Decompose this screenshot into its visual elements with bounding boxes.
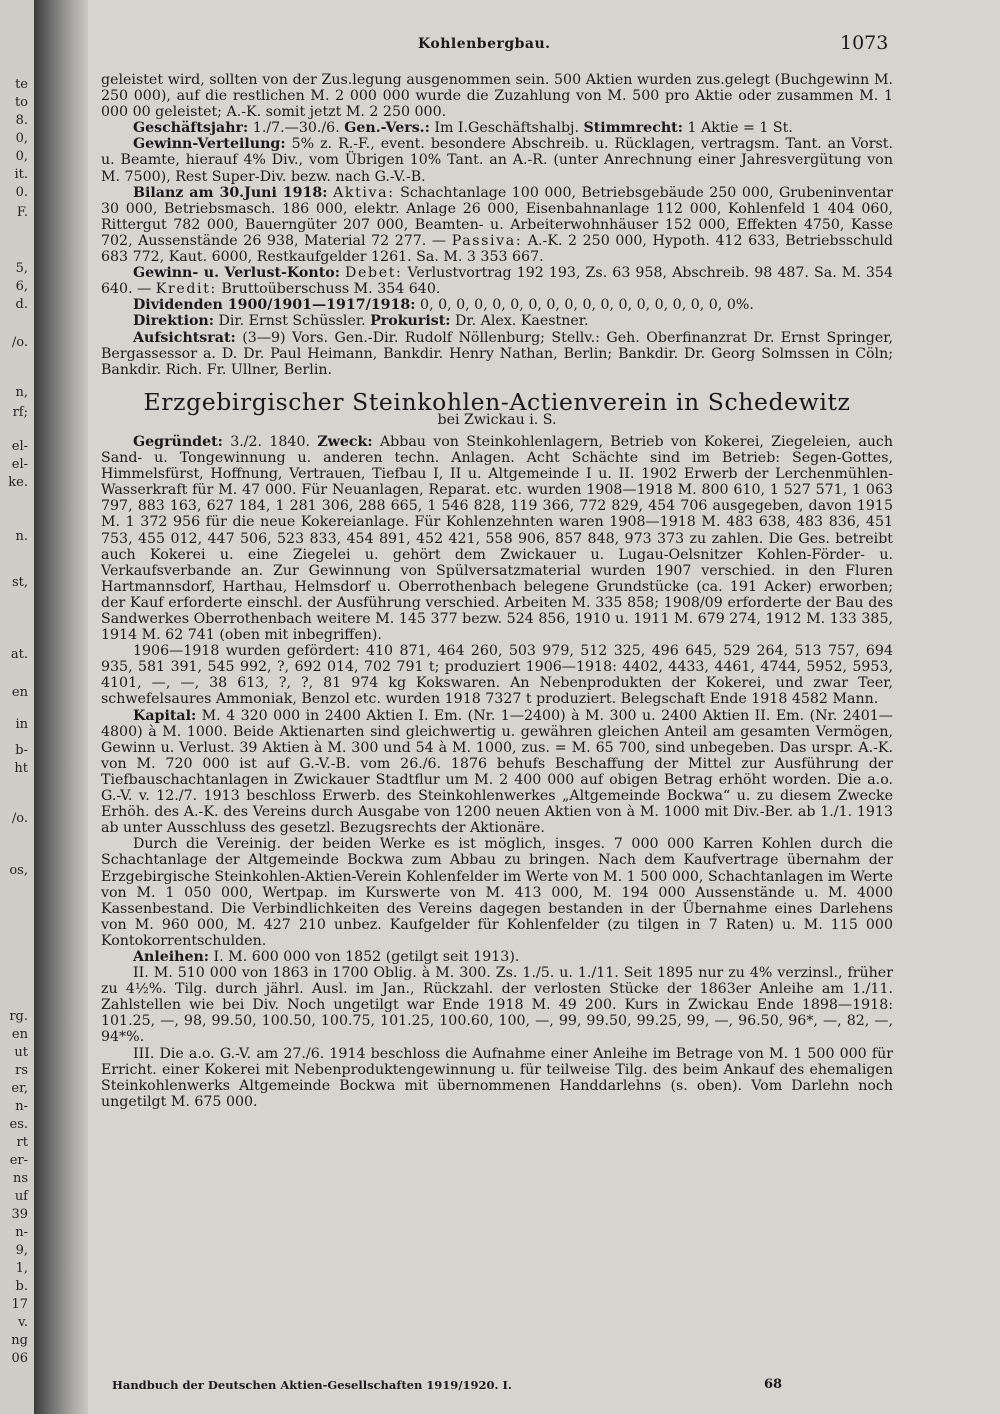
paragraph-loans: Anleihen: I. M. 600 000 von 1852 (getilgt seit 1913). xyxy=(133,948,520,965)
margin-fragment: F. xyxy=(16,205,28,220)
margin-fragment: /o. xyxy=(11,335,28,350)
page-body xyxy=(101,72,893,1110)
margin-fragment: to xyxy=(14,95,28,110)
section-subtitle: bei Zwickau i. S. xyxy=(437,411,557,428)
paragraph-loan-three: III. Die a.o. G.-V. am 27./6. 1914 beschloss die Aufnahme einer Anleihe im Betrage von M. 1 500 000 für Erricht. einer Kokerei mit Nebenproduktengewinnung u. für teilweise Tilg. des beim Ankauf des ehemaligen Steinkohlenwerks Altgemeinde Bockwa mit übernommenen Handdarlehns (s. oben). Vom Darlehn noch ungetilgt M. 675 000. xyxy=(101,1045,893,1110)
margin-fragment: in xyxy=(15,717,28,732)
margin-fragment: n. xyxy=(15,529,28,544)
margin-fragment: er- xyxy=(9,1153,28,1168)
paragraph-balance: Bilanz am 30.Juni 1918: Aktiva: Schachtanlage 100 000, Betriebsgebäude 250 000, Grubeninventar 30 000, Betriebsmasch. 186 000, elektr. Anlage 26 000, Eisenbahnanlage 112 000, Kohlenfeld 1 404 060, Rittergut 782 000, Bauerngüter 207 000, Beamten- u. Arbeiterwohnhäuser 152 000, Effekten 4750, Kasse 702, Aussenstände 26 938, Material 72 277. — Passiva: A.-K. 2 250 000, Hypoth. 412 633, Betriebsschuld 683 772, Kaut. 6000, Restkaufgelder 1261. Sa. M. 3 353 667. xyxy=(101,184,894,266)
margin-fragment: 39 xyxy=(11,1207,28,1222)
section-title: Erzgebirgischer Steinkohlen-Actienverein in Schedewitz xyxy=(143,387,851,416)
margin-fragment: en xyxy=(11,685,28,700)
page-footer xyxy=(112,1378,892,1396)
margin-fragment: en xyxy=(11,1027,28,1042)
page-number: 1073 xyxy=(840,32,889,54)
margin-fragment: rs xyxy=(15,1063,28,1078)
paragraph-supervisory-board: Aufsichtsrat: (3—9) Vors. Gen.-Dir. Rudolf Nöllenburg; Stellv.: Geh. Oberfinanzrat Dr. Ernst Springer, Bergassessor a. D. Dr. Paul Heimann, Bankdir. Henry Nathan, Berlin; Bankdir. Dr. Georg Solmssen in Cöln; Bankdir. Rich. Fr. Ullner, Berlin. xyxy=(101,329,893,378)
book-gutter xyxy=(34,0,88,1414)
footer-signature-number: 68 xyxy=(764,1377,783,1392)
margin-fragment: 1, xyxy=(15,1261,28,1276)
footer-title: Handbuch der Deutschen Aktien-Gesellschaften 1919/1920. I. xyxy=(112,1378,512,1392)
margin-fragment: ns xyxy=(12,1171,28,1186)
margin-fragment: 6, xyxy=(15,279,28,294)
paragraph-profit-loss: Gewinn- u. Verlust-Konto: Debet: Verlustvortrag 192 193, Zs. 63 958, Abschreib. 98 487. Sa. M. 354 640. — Kredit: Bruttoüberschuss M. 354 640. xyxy=(101,265,893,298)
paragraph-dividends: Dividenden 1900/1901—1917/1918: 0, 0, 0, 0, 0, 0, 0, 0, 0, 0, 0, 0, 0, 0, 0, 0, 0, 0%. xyxy=(133,297,754,314)
paragraph-merger: Durch die Vereinig. der beiden Werke es ist möglich, insges. 7 000 000 Karren Kohlen durch die Schachtanlage der Altgemeinde Bockwa zum Abbau zu bringen. Nach dem Kaufvertrage übernahm der Erzgebirgische Steinkohlen-Aktien-Verein Kohlenfelder im Werte von M. 1 500 000, Schachtanlagen im Werte von M. 1 050 000, Wertpap. im Kurswerte von M. 413 000, M. 194 000 Aussenstände u. M. 4000 Kassenbestand. Die Verbindlichkeiten des Vereins dagegen bestanden in der Übernahme eines Darlehens von M. 960 000, M. 427 210 unbez. Kaufgelder für Kohlenfelder (zu tilgen in 7 Raten) u. M. 115 000 Kontokorrentschulden. xyxy=(101,836,893,949)
margin-fragment: /o. xyxy=(11,811,28,826)
margin-fragment: 0, xyxy=(15,131,28,146)
margin-fragment: ht xyxy=(14,761,28,776)
margin-fragment: n- xyxy=(15,1225,28,1240)
margin-fragment: 8. xyxy=(15,113,28,128)
margin-fragment: el- xyxy=(11,439,28,454)
margin-fragment: ke. xyxy=(8,475,28,490)
margin-fragment: at. xyxy=(10,647,28,662)
paragraph-fiscal: Geschäftsjahr: 1./7.—30./6. Gen.-Vers.: Im I.Geschäftshalbj. Stimmrecht: 1 Aktie = 1 St. xyxy=(133,120,793,137)
margin-fragment: b. xyxy=(15,1279,28,1294)
margin-fragment: 9, xyxy=(15,1243,28,1258)
margin-fragment: ng xyxy=(11,1333,28,1348)
margin-fragment: d. xyxy=(15,297,28,312)
margin-fragment: os, xyxy=(9,863,28,878)
paragraph-capital: Kapital: M. 4 320 000 in 2400 Aktien I. Em. (Nr. 1—2400) à M. 300 u. 2400 Aktien II. Em. (Nr. 2401—4800) à M. 1000. Beide Aktienarten sind gleichwertig u. gewähren gleichen Anteil am gesamten Vermögen, Gewinn u. Verlust. 39 Aktien à M. 300 und 54 à M. 1000, zus. = M. 65 700, sind unbegeben. Das urspr. A.-K. von M. 720 000 ist auf G.-V.-B. vom 26./6. 1876 behufs Beschaffung der Mittel zur Ausführung der Tiefbauschachtanlagen in Zwickauer Stadtflur um M. 2 400 000 auf obigen Betrag erhöht worden. Die a.o. G.-V. v. 12./7. 1913 beschloss Erwerb. des Steinkohlenwerkes „Altgemeinde Bockwa“ u. zu diesem Zwecke Erhöh. des A.-K. des Vereins durch Ausgabe von 1200 neuen Aktien von à M. 1000 mit Div.-Ber. ab 1./1. 1913 ab unter Ausschluss des gesetzl. Bezugsrechts der Aktionäre. xyxy=(101,707,893,837)
margin-fragment: v. xyxy=(18,1315,28,1330)
page-header xyxy=(88,28,888,58)
paragraph-production: 1906—1918 wurden gefördert: 410 871, 464 260, 503 979, 512 325, 496 645, 529 264, 513 757, 694 935, 581 391, 545 992, ?, 692 014, 702 791 t; produziert 1906—1918: 4402, 4433, 4461, 4744, 5952, 5953, 4101, —, —, 38 613, ?, ?, 81 974 kg Kokswaren. An Nebenprodukten der Kokerei, und zwar Teer, schwefelsaures Ammoniak, Benzol etc. wurden 1918 7327 t produziert. Belegschaft Ende 1918 4582 Mann. xyxy=(101,643,893,708)
previous-page-margin xyxy=(0,0,34,1414)
margin-fragment: er, xyxy=(11,1081,28,1096)
margin-fragment: rf; xyxy=(12,405,28,420)
running-title: Kohlenbergbau. xyxy=(418,36,551,52)
paragraph-founded-purpose: Gegründet: 3./2. 1840. Zweck: Abbau von Steinkohlenlagern, Betrieb von Kokerei, Ziegeleien, auch Sand- u. Tongewinnung u. anderen techn. Anlagen. Acht Schächte sind im Betrieb: Segen-Gottes, Himmelsfürst, Hoffnung, Vertrauen, Tiefbau I, II u. Altgemeinde I u. II. 1902 Erwerb der Lerchenmühlen-Wasserkraft für M. 47 000. Für Neuanlagen, Reparat. etc. wurden 1908—1918 M. 800 610, 1 527 571, 1 063 797, 883 163, 627 184, 1 281 306, 288 665, 1 546 828, 119 366, 772 829, 454 706 ausgegeben, davon 1915 M. 1 372 956 für die neue Kokereianlage. Für Kohlenzehnten waren 1908—1918 M. 483 638, 483 836, 451 753, 455 012, 447 506, 523 833, 454 891, 452 421, 558 906, 857 848, 973 373 zu zahlen. Die Ges. betreibt auch Kokerei u. eine Ziegelei u. gehört dem Zwickauer u. Lugau-Oelsnitzer Kohlen-Förder- u. Verkaufsverbande an. Zur Gewinnung von Spülversatzmaterial wurden 1907 verschied. in den Fluren Hartmannsdorf, Harthau, Helmsdorf u. Oberrothenbach belegene Grundstücke (ca. 191 Acker) erworben; der Kauf erforderte einschl. der Ausführung verschied. Arbeiten M. 335 858; 1908/09 erforderte der Bau des Sandwerkes Oberrothenbach weitere M. 145 377 bezw. 524 856, 1910 u. 1911 M. 679 274, 1912 M. 133 385, 1914 M. 62 741 (oben mit inbegriffen). xyxy=(101,433,893,644)
margin-fragment: 0, xyxy=(15,149,28,164)
margin-fragment: 06 xyxy=(11,1351,28,1366)
paragraph-continued: geleistet wird, sollten von der Zus.legung ausgenommen sein. 500 Aktien wurden zus.gelegt (Buchgewinn M. 250 000), auf die restlichen M. 2 000 000 wurde die Zuzahlung von M. 500 pro Aktie oder zusammen M. 1 000 00 geleistet; A.-K. somit jetzt M. 2 250 000. xyxy=(101,72,893,121)
margin-fragment: rg. xyxy=(9,1009,28,1024)
margin-fragment: te xyxy=(15,77,28,92)
margin-fragment: 0. xyxy=(15,185,28,200)
paragraph-management: Direktion: Dir. Ernst Schüssler. Prokurist: Dr. Alex. Kaestner. xyxy=(133,313,589,330)
margin-fragment: n, xyxy=(15,385,28,400)
margin-fragment: ut xyxy=(14,1045,28,1060)
margin-fragment: st, xyxy=(11,575,28,590)
margin-fragment: it. xyxy=(14,167,28,182)
margin-fragment: 17 xyxy=(11,1297,28,1312)
margin-fragment: rt xyxy=(16,1135,28,1150)
margin-fragment: n- xyxy=(15,1099,28,1114)
paragraph-profit-distribution: Gewinn-Verteilung: 5% z. R.-F., event. besondere Abschreib. u. Rücklagen, vertragsm. Tant. an Vorst. u. Beamte, hierauf 4% Div., vom Übrigen 10% Tant. an A.-R. (unter Anrechnung einer Jahresvergütung von M. 7500), Rest Super-Div. bezw. nach G.-V.-B. xyxy=(101,136,893,185)
paragraph-loan-two: II. M. 510 000 von 1863 in 1700 Oblig. à M. 300. Zs. 1./5. u. 1./11. Seit 1895 nur zu 4% verzinsl., früher zu 4½%. Tilg. durch jährl. Ausl. im Jan., Rückzahl. der verlosten Stücke der 1863er Anleihe am 1./11. Zahlstellen wie bei Div. Noch ungetilgt war Ende 1918 M. 49 200. Kurs in Zwickau Ende 1898—1918: 101.25, —, 98, 99.50, 100.50, 100.75, 101.25, 100.60, 100, —, 99, 99.50, 99.25, 99, —, 96.50, 96*, —, 82, —, 94*%. xyxy=(101,965,893,1046)
margin-fragment: 5, xyxy=(15,261,28,276)
margin-fragment: es. xyxy=(9,1117,28,1132)
margin-fragment: el- xyxy=(11,457,28,472)
margin-fragment: uf xyxy=(14,1189,28,1204)
margin-fragment: b- xyxy=(15,743,28,758)
